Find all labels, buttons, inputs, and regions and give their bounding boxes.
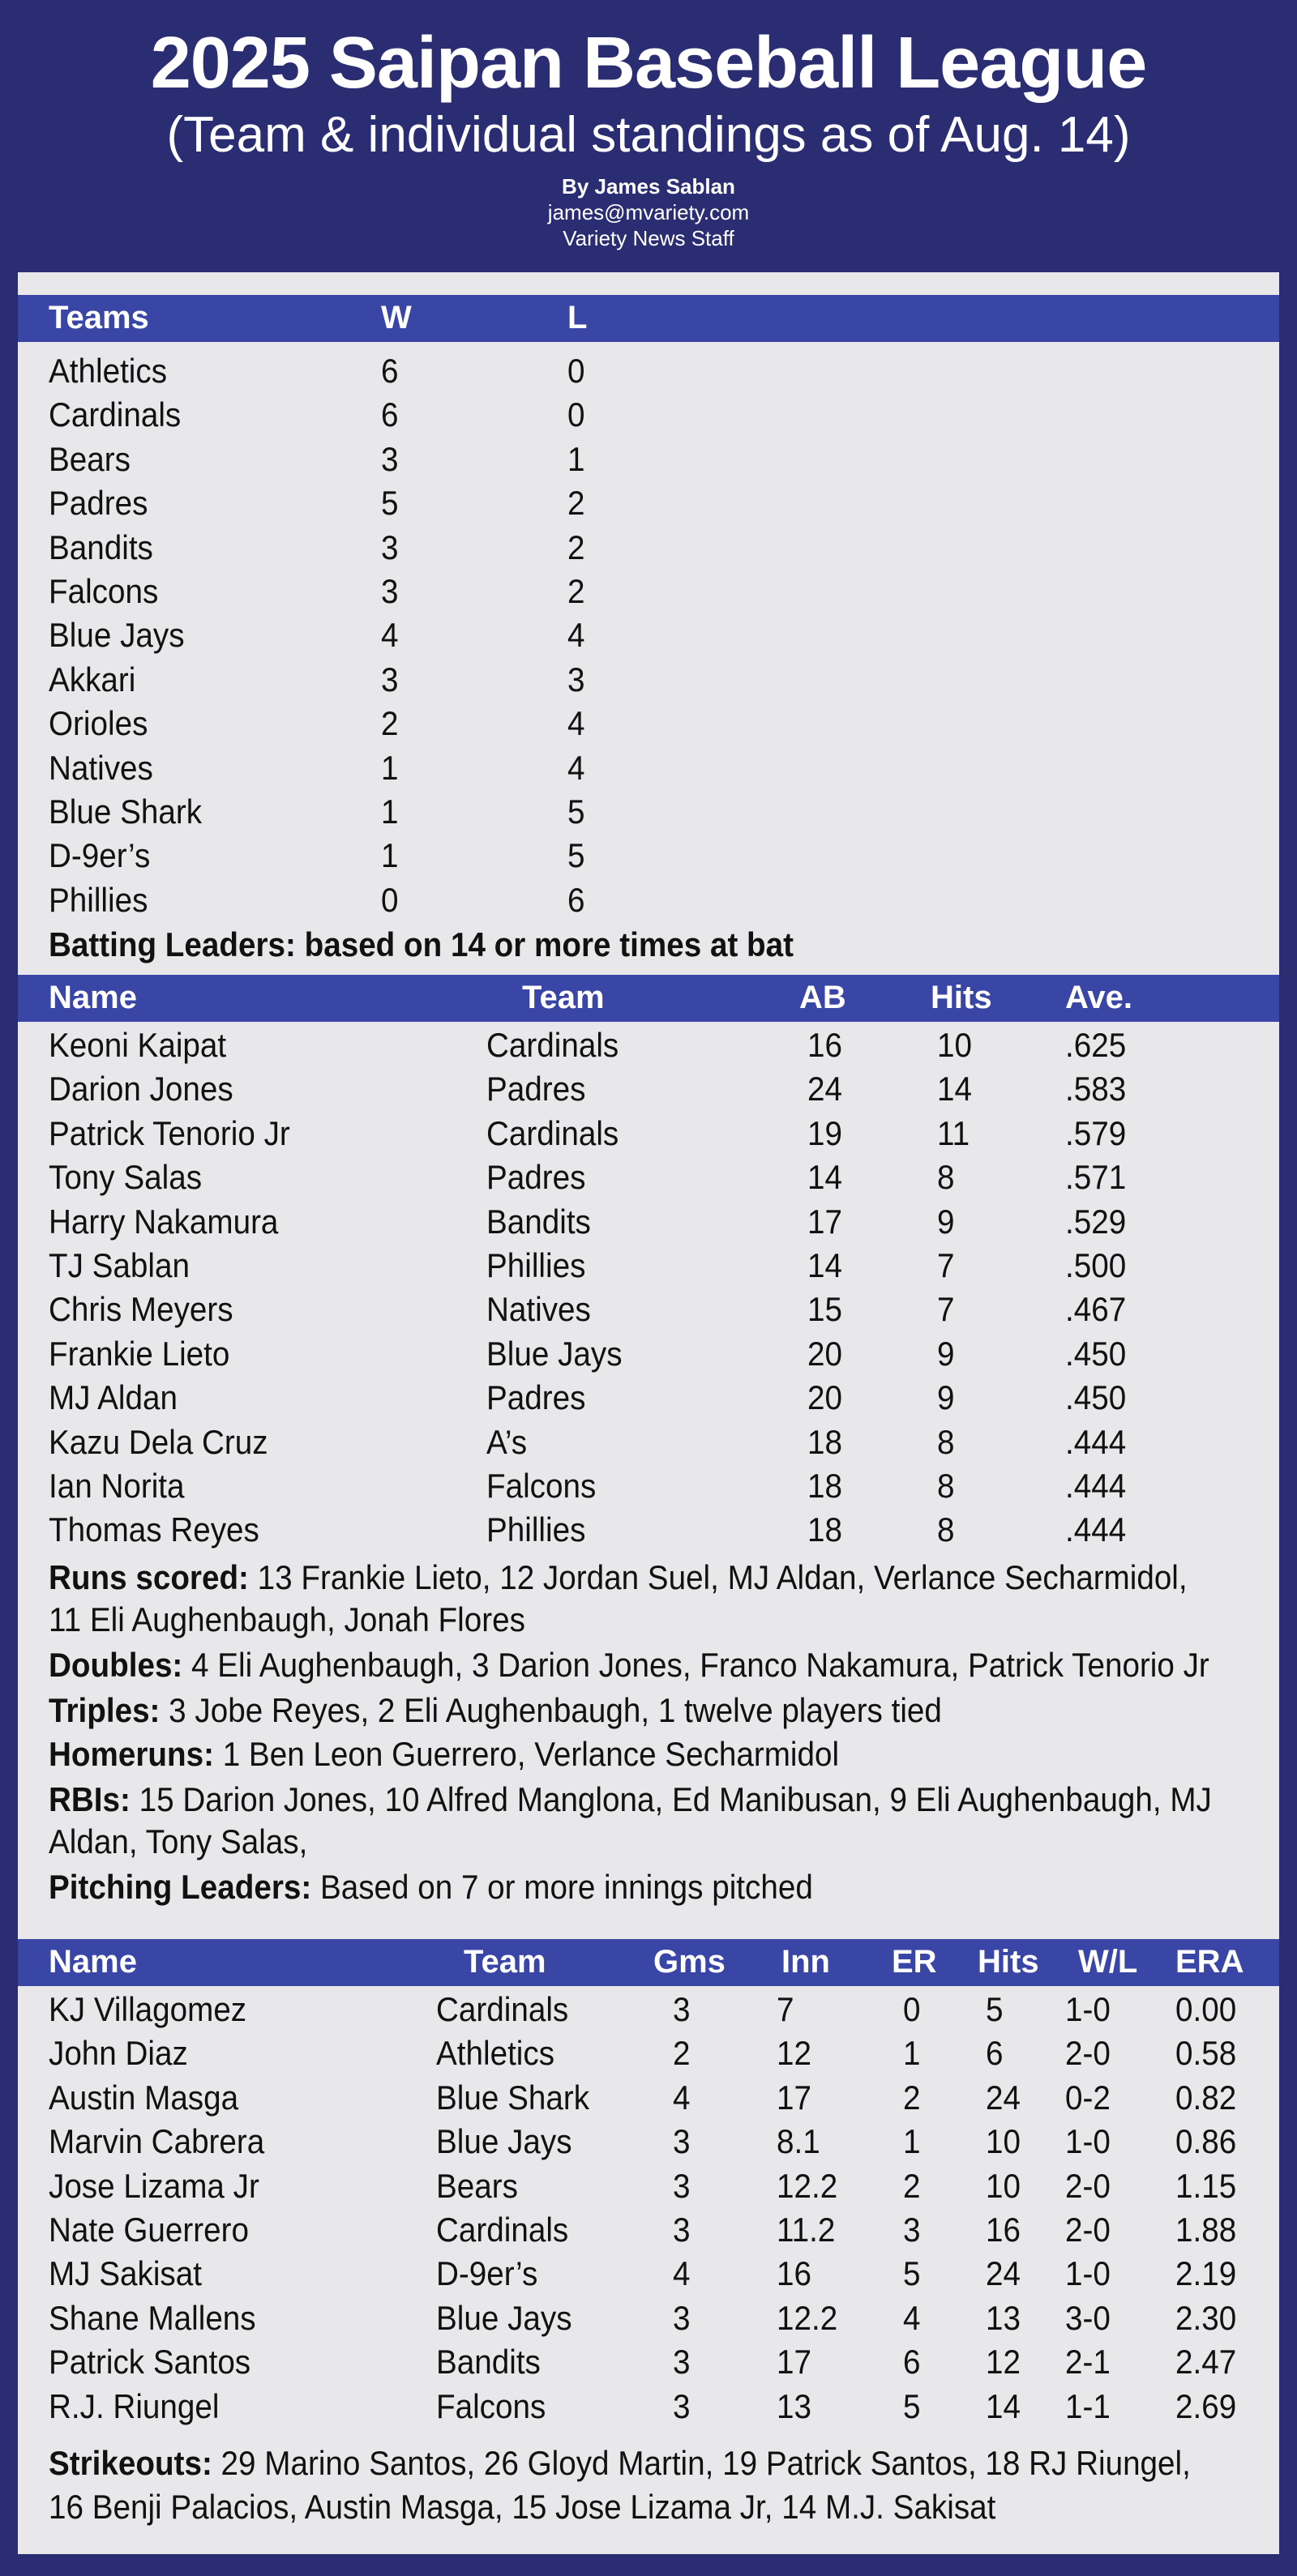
hits-cell: 10 xyxy=(986,2122,1021,2161)
player-name-cell: Ian Norita xyxy=(49,1467,185,1505)
losses-cell: 5 xyxy=(567,792,585,831)
team-cell: Falcons xyxy=(486,1467,597,1505)
player-name-cell: Kazu Dela Cruz xyxy=(49,1422,268,1461)
hits-cell: 13 xyxy=(986,2298,1021,2337)
at-bats-cell: 20 xyxy=(807,1334,842,1373)
table-row xyxy=(18,614,1279,658)
innings-cell: 12.2 xyxy=(777,2166,838,2205)
hits-cell: 10 xyxy=(986,2166,1021,2205)
hits-cell: 5 xyxy=(986,1990,1004,2028)
col-header-wl: W/L xyxy=(1078,1944,1138,1980)
wins-cell: 0 xyxy=(381,880,399,919)
col-header-wins: W xyxy=(381,300,412,335)
era-cell: 2.30 xyxy=(1175,2298,1237,2337)
player-name-cell: Darion Jones xyxy=(49,1070,233,1109)
pitcher-name-cell: John Diaz xyxy=(49,2034,188,2073)
team-cell: Blue Jays xyxy=(436,2298,572,2337)
col-header-losses: L xyxy=(567,300,588,335)
table-row xyxy=(18,2209,1279,2253)
average-cell: .467 xyxy=(1065,1290,1127,1329)
hits-cell: 8 xyxy=(937,1422,955,1461)
average-cell: .450 xyxy=(1065,1378,1127,1417)
author-email: james@mvariety.com xyxy=(547,200,750,224)
at-bats-cell: 19 xyxy=(807,1113,842,1152)
win-loss-cell: 2-0 xyxy=(1065,2211,1111,2249)
col-header-team: Team xyxy=(522,980,605,1015)
table-row xyxy=(18,747,1279,791)
teams-header-band xyxy=(18,295,1279,342)
team-cell: Natives xyxy=(486,1290,591,1329)
team-name-cell: Athletics xyxy=(49,352,168,390)
team-name-cell: Phillies xyxy=(49,880,148,919)
wins-cell: 3 xyxy=(381,528,399,566)
losses-cell: 6 xyxy=(567,880,585,919)
strikeouts-line-2: 16 Benji Palacios, Austin Masga, 15 Jose Lizama Jr, 14 M.J. Sakisat xyxy=(49,2488,996,2526)
at-bats-cell: 15 xyxy=(807,1290,842,1329)
runs-scored-line: Runs scored: 13 Frankie Lieto, 12 Jordan Suel, MJ Aldan, Verlance Secharmidol, xyxy=(49,1558,1188,1596)
earned-runs-cell: 4 xyxy=(903,2298,921,2337)
hits-cell: 16 xyxy=(986,2211,1021,2249)
col-header-teams: Teams xyxy=(49,300,149,335)
table-row xyxy=(18,703,1279,746)
hits-cell: 8 xyxy=(937,1158,955,1197)
byline: By James Sablan xyxy=(562,174,735,199)
pitcher-name-cell: Nate Guerrero xyxy=(49,2211,249,2249)
page-title: 2025 Saipan Baseball League xyxy=(150,23,1147,104)
standings-panel xyxy=(18,272,1279,2554)
pitcher-name-cell: MJ Sakisat xyxy=(49,2254,202,2293)
team-name-cell: Bandits xyxy=(49,528,153,566)
hits-cell: 14 xyxy=(937,1070,972,1109)
wins-cell: 2 xyxy=(381,704,399,743)
table-row xyxy=(18,482,1279,526)
losses-cell: 4 xyxy=(567,748,585,787)
team-cell: Blue Jays xyxy=(486,1334,623,1373)
earned-runs-cell: 1 xyxy=(903,2122,921,2161)
wins-cell: 6 xyxy=(381,352,399,390)
table-row xyxy=(18,1509,1279,1553)
player-name-cell: Patrick Tenorio Jr xyxy=(49,1113,290,1152)
batting-header-band xyxy=(18,975,1279,1022)
team-cell: Athletics xyxy=(436,2034,555,2073)
era-cell: 2.19 xyxy=(1175,2254,1237,2293)
games-cell: 3 xyxy=(673,2211,691,2249)
table-row xyxy=(18,1989,1279,2032)
player-name-cell: Harry Nakamura xyxy=(49,1202,279,1241)
col-header-games: Gms xyxy=(653,1944,726,1980)
team-name-cell: Padres xyxy=(49,484,148,523)
games-cell: 4 xyxy=(673,2254,691,2293)
team-cell: Blue Shark xyxy=(436,2078,590,2117)
win-loss-cell: 2-0 xyxy=(1065,2166,1111,2205)
at-bats-cell: 14 xyxy=(807,1246,842,1284)
team-name-cell: Blue Jays xyxy=(49,616,185,655)
earned-runs-cell: 2 xyxy=(903,2078,921,2117)
win-loss-cell: 2-1 xyxy=(1065,2343,1111,2382)
team-name-cell: Orioles xyxy=(49,704,148,743)
team-cell: Cardinals xyxy=(436,2211,569,2249)
hits-cell: 8 xyxy=(937,1467,955,1505)
col-header-er: ER xyxy=(892,1944,937,1980)
era-cell: 1.15 xyxy=(1175,2166,1237,2205)
runs-scored-line-2: 11 Eli Aughenbaugh, Jonah Flores xyxy=(49,1600,525,1638)
table-row xyxy=(18,1421,1279,1465)
team-cell: Padres xyxy=(486,1378,586,1417)
hits-cell: 11 xyxy=(937,1113,970,1152)
table-row xyxy=(18,1245,1279,1288)
games-cell: 3 xyxy=(673,2343,691,2382)
average-cell: .444 xyxy=(1065,1422,1127,1461)
table-row xyxy=(18,1201,1279,1245)
team-name-cell: D-9er’s xyxy=(49,836,151,875)
wins-cell: 6 xyxy=(381,395,399,434)
era-cell: 0.00 xyxy=(1175,1990,1237,2028)
average-cell: .500 xyxy=(1065,1246,1127,1284)
win-loss-cell: 3-0 xyxy=(1065,2298,1111,2337)
table-row xyxy=(18,2077,1279,2121)
earned-runs-cell: 3 xyxy=(903,2211,921,2249)
win-loss-cell: 1-1 xyxy=(1065,2386,1111,2425)
wins-cell: 1 xyxy=(381,792,399,831)
games-cell: 3 xyxy=(673,2122,691,2161)
rbis-line: RBIs: 15 Darion Jones, 10 Alfred Manglona, Ed Manibusan, 9 Eli Aughenbaugh, MJ xyxy=(49,1780,1212,1818)
games-cell: 4 xyxy=(673,2078,691,2117)
pitcher-name-cell: Austin Masga xyxy=(49,2078,239,2117)
table-row xyxy=(18,570,1279,614)
innings-cell: 12.2 xyxy=(777,2298,838,2337)
era-cell: 2.69 xyxy=(1175,2386,1237,2425)
team-cell: Padres xyxy=(486,1158,586,1197)
page-header xyxy=(0,0,1297,272)
pitching-header-band xyxy=(18,1939,1279,1986)
losses-cell: 2 xyxy=(567,572,585,610)
team-name-cell: Akkari xyxy=(49,660,136,698)
wins-cell: 3 xyxy=(381,660,399,698)
games-cell: 3 xyxy=(673,2386,691,2425)
pitching-leaders-line: Pitching Leaders: Based on 7 or more innings pitched xyxy=(49,1868,813,1906)
team-cell: Phillies xyxy=(486,1510,586,1549)
table-row xyxy=(18,1377,1279,1420)
table-row xyxy=(18,394,1279,438)
team-cell: Padres xyxy=(486,1070,586,1109)
table-row xyxy=(18,1156,1279,1200)
col-header-era: ERA xyxy=(1175,1944,1244,1980)
rbis-line-2: Aldan, Tony Salas, xyxy=(49,1822,308,1860)
losses-cell: 5 xyxy=(567,836,585,875)
team-name-cell: Bears xyxy=(49,439,131,478)
team-cell: Bandits xyxy=(486,1202,591,1241)
earned-runs-cell: 2 xyxy=(903,2166,921,2205)
hits-cell: 12 xyxy=(986,2343,1021,2382)
innings-cell: 17 xyxy=(777,2078,811,2117)
era-cell: 2.47 xyxy=(1175,2343,1237,2382)
average-cell: .625 xyxy=(1065,1026,1127,1064)
wins-cell: 1 xyxy=(381,836,399,875)
player-name-cell: Frankie Lieto xyxy=(49,1334,230,1373)
col-header-name: Name xyxy=(49,980,137,1015)
team-cell: Cardinals xyxy=(486,1026,619,1064)
hits-cell: 7 xyxy=(937,1290,955,1329)
pitcher-name-cell: Shane Mallens xyxy=(49,2298,256,2337)
table-row xyxy=(18,2386,1279,2429)
era-cell: 0.58 xyxy=(1175,2034,1237,2073)
table-row xyxy=(18,659,1279,703)
hits-cell: 7 xyxy=(937,1246,955,1284)
triples-line: Triples: 3 Jobe Reyes, 2 Eli Aughenbaugh, 1 twelve players tied xyxy=(49,1691,942,1729)
player-name-cell: Keoni Kaipat xyxy=(49,1026,227,1064)
table-row xyxy=(18,2297,1279,2341)
table-row xyxy=(18,2121,1279,2164)
table-row xyxy=(18,879,1279,923)
innings-cell: 11.2 xyxy=(777,2211,836,2249)
era-cell: 0.86 xyxy=(1175,2122,1237,2161)
innings-cell: 8.1 xyxy=(777,2122,820,2161)
games-cell: 3 xyxy=(673,2166,691,2205)
average-cell: .529 xyxy=(1065,1202,1127,1241)
hits-cell: 9 xyxy=(937,1378,955,1417)
at-bats-cell: 16 xyxy=(807,1026,842,1064)
pitcher-name-cell: Patrick Santos xyxy=(49,2343,251,2382)
at-bats-cell: 18 xyxy=(807,1510,842,1549)
earned-runs-cell: 5 xyxy=(903,2386,921,2425)
team-cell: Falcons xyxy=(436,2386,546,2425)
at-bats-cell: 18 xyxy=(807,1422,842,1461)
hits-cell: 6 xyxy=(986,2034,1004,2073)
table-row xyxy=(18,835,1279,878)
col-header-pitcher-name: Name xyxy=(49,1944,137,1980)
losses-cell: 4 xyxy=(567,704,585,743)
earned-runs-cell: 6 xyxy=(903,2343,921,2382)
team-cell: D-9er’s xyxy=(436,2254,538,2293)
table-row xyxy=(18,2032,1279,2076)
hits-cell: 14 xyxy=(986,2386,1021,2425)
table-row xyxy=(18,1024,1279,1068)
player-name-cell: Chris Meyers xyxy=(49,1290,233,1329)
average-cell: .583 xyxy=(1065,1070,1127,1109)
innings-cell: 17 xyxy=(777,2343,811,2382)
team-cell: Blue Jays xyxy=(436,2122,572,2161)
average-cell: .450 xyxy=(1065,1334,1127,1373)
hits-cell: 9 xyxy=(937,1334,955,1373)
earned-runs-cell: 5 xyxy=(903,2254,921,2293)
table-row xyxy=(18,1465,1279,1509)
homeruns-line: Homeruns: 1 Ben Leon Guerrero, Verlance Secharmidol xyxy=(49,1735,840,1773)
average-cell: .579 xyxy=(1065,1113,1127,1152)
team-name-cell: Cardinals xyxy=(49,395,182,434)
wins-cell: 1 xyxy=(381,748,399,787)
table-row xyxy=(18,2341,1279,2385)
losses-cell: 0 xyxy=(567,395,585,434)
team-cell: Phillies xyxy=(486,1246,586,1284)
table-row xyxy=(18,1068,1279,1112)
player-name-cell: Tony Salas xyxy=(49,1158,203,1197)
games-cell: 2 xyxy=(673,2034,691,2073)
era-cell: 0.82 xyxy=(1175,2078,1237,2117)
table-row xyxy=(18,350,1279,394)
player-name-cell: MJ Aldan xyxy=(49,1378,178,1417)
col-header-hits: Hits xyxy=(931,980,992,1015)
losses-cell: 4 xyxy=(567,616,585,655)
staff-line: Variety News Staff xyxy=(563,226,734,250)
wins-cell: 3 xyxy=(381,439,399,478)
pitcher-name-cell: Jose Lizama Jr xyxy=(49,2166,259,2205)
team-cell: Bears xyxy=(436,2166,518,2205)
losses-cell: 0 xyxy=(567,352,585,390)
win-loss-cell: 1-0 xyxy=(1065,2122,1111,2161)
table-row xyxy=(18,791,1279,835)
table-row xyxy=(18,2165,1279,2209)
games-cell: 3 xyxy=(673,1990,691,2028)
col-header-innings: Inn xyxy=(781,1944,830,1980)
innings-cell: 16 xyxy=(777,2254,811,2293)
col-header-pitcher-team: Team xyxy=(464,1944,546,1980)
wins-cell: 5 xyxy=(381,484,399,523)
table-row xyxy=(18,1288,1279,1332)
average-cell: .571 xyxy=(1065,1158,1127,1197)
era-cell: 1.88 xyxy=(1175,2211,1237,2249)
table-row xyxy=(18,2253,1279,2296)
win-loss-cell: 2-0 xyxy=(1065,2034,1111,2073)
col-header-average: Ave. xyxy=(1065,980,1133,1015)
games-cell: 3 xyxy=(673,2298,691,2337)
losses-cell: 1 xyxy=(567,439,585,478)
win-loss-cell: 1-0 xyxy=(1065,2254,1111,2293)
losses-cell: 2 xyxy=(567,528,585,566)
at-bats-cell: 18 xyxy=(807,1467,842,1505)
table-row xyxy=(18,527,1279,570)
win-loss-cell: 0-2 xyxy=(1065,2078,1111,2117)
wins-cell: 3 xyxy=(381,572,399,610)
strikeouts-line: Strikeouts: 29 Marino Santos, 26 Gloyd Martin, 19 Patrick Santos, 18 RJ Riungel, xyxy=(49,2444,1191,2482)
pitcher-name-cell: Marvin Cabrera xyxy=(49,2122,265,2161)
hits-cell: 24 xyxy=(986,2078,1021,2117)
at-bats-cell: 14 xyxy=(807,1158,842,1197)
table-row xyxy=(18,1113,1279,1156)
col-header-pitcher-hits: Hits xyxy=(978,1944,1039,1980)
doubles-line: Doubles: 4 Eli Aughenbaugh, 3 Darion Jones, Franco Nakamura, Patrick Tenorio Jr xyxy=(49,1646,1209,1684)
table-row xyxy=(18,1333,1279,1377)
wins-cell: 4 xyxy=(381,616,399,655)
team-name-cell: Falcons xyxy=(49,572,159,610)
innings-cell: 13 xyxy=(777,2386,811,2425)
page-subtitle: (Team & individual standings as of Aug. 14) xyxy=(166,107,1131,163)
table-row xyxy=(18,438,1279,482)
team-name-cell: Blue Shark xyxy=(49,792,203,831)
col-header-ab: AB xyxy=(799,980,846,1015)
earned-runs-cell: 0 xyxy=(903,1990,921,2028)
hits-cell: 8 xyxy=(937,1510,955,1549)
innings-cell: 7 xyxy=(777,1990,794,2028)
team-cell: Cardinals xyxy=(436,1990,569,2028)
player-name-cell: TJ Sablan xyxy=(49,1246,190,1284)
at-bats-cell: 24 xyxy=(807,1070,842,1109)
player-name-cell: Thomas Reyes xyxy=(49,1510,259,1549)
innings-cell: 12 xyxy=(777,2034,811,2073)
team-cell: A’s xyxy=(486,1422,528,1461)
team-cell: Cardinals xyxy=(486,1113,619,1152)
team-name-cell: Natives xyxy=(49,748,153,787)
batting-leaders-title: Batting Leaders: based on 14 or more times at bat xyxy=(49,925,794,963)
average-cell: .444 xyxy=(1065,1467,1127,1505)
hits-cell: 9 xyxy=(937,1202,955,1241)
at-bats-cell: 20 xyxy=(807,1378,842,1417)
at-bats-cell: 17 xyxy=(807,1202,842,1241)
pitcher-name-cell: R.J. Riungel xyxy=(49,2386,220,2425)
losses-cell: 3 xyxy=(567,660,585,698)
earned-runs-cell: 1 xyxy=(903,2034,921,2073)
losses-cell: 2 xyxy=(567,484,585,523)
hits-cell: 10 xyxy=(937,1026,972,1064)
average-cell: .444 xyxy=(1065,1510,1127,1549)
pitcher-name-cell: KJ Villagomez xyxy=(49,1990,247,2028)
hits-cell: 24 xyxy=(986,2254,1021,2293)
team-cell: Bandits xyxy=(436,2343,541,2382)
win-loss-cell: 1-0 xyxy=(1065,1990,1111,2028)
